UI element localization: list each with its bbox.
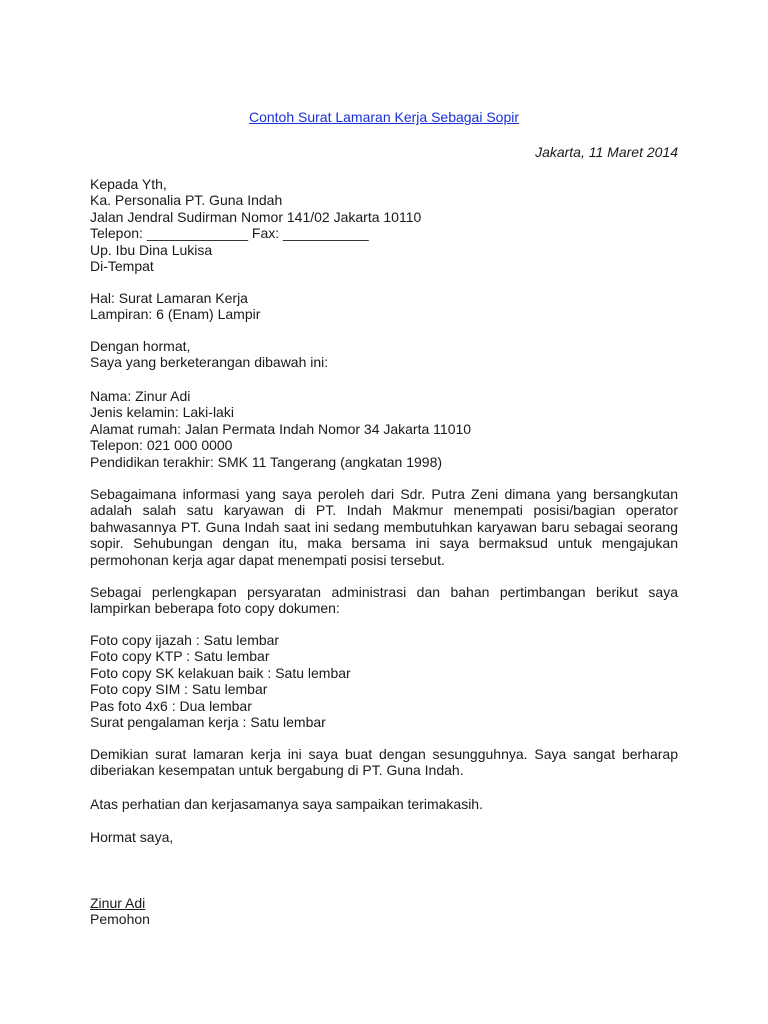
attachment-item: Surat pengalaman kerja : Satu lembar <box>90 714 326 731</box>
salutation: Dengan hormat, <box>90 338 191 354</box>
attachment-count-line: Lampiran: 6 (Enam) Lampir <box>90 306 261 323</box>
recipient-line: Up. Ibu Dina Lukisa <box>90 241 213 258</box>
subject-block <box>90 290 678 323</box>
recipient-line: Kepada Yth, <box>90 176 167 192</box>
paragraph-line: adalah salah satu karyawan di PT. Indah Makmur menempati posisi/bagian operator <box>90 502 678 519</box>
closing-line <box>90 796 678 812</box>
regards <box>90 829 678 845</box>
paragraph-conclusion <box>90 746 678 779</box>
applicant-name: Nama: Zinur Adi <box>90 388 191 404</box>
recipient-line: Ka. Personalia PT. Guna Indah <box>90 192 283 209</box>
attachment-item: Foto copy SIM : Satu lembar <box>90 681 268 698</box>
attachment-item: Pas foto 4x6 : Dua lembar <box>90 697 252 714</box>
signer-role: Pemohon <box>90 911 150 928</box>
opening-block <box>90 338 678 371</box>
letter-title-link[interactable]: Contoh Surat Lamaran Kerja Sebagai Sopir <box>248 109 520 125</box>
applicant-gender: Jenis kelamin: Laki-laki <box>90 404 234 421</box>
paragraph-line: Demikian surat lamaran kerja ini saya buat dengan sesungguhnya. Saya sangat berharap <box>90 746 678 762</box>
paragraph-line: permohonan kerja agar dapat menempati posisi tersebut. <box>90 551 445 568</box>
closing-text: Atas perhatian dan kerjasamanya saya sampaikan terimakasih. <box>90 796 483 812</box>
attachment-item: Foto copy ijazah : Satu lembar <box>90 632 280 648</box>
attachment-list <box>90 632 678 730</box>
recipient-line: Telepon: _____________ Fax: ___________ <box>90 225 369 242</box>
applicant-phone: Telepon: 021 000 0000 <box>90 437 233 454</box>
paragraph-line: sopir. Sehubungan dengan itu, maka bersama ini saya bermaksud untuk mengajukan <box>90 535 678 552</box>
paragraph-line: diberiakan kesempatan untuk bergabung di PT. Guna Indah. <box>90 762 464 779</box>
attachment-item: Foto copy SK kelakuan baik : Satu lembar <box>90 664 351 681</box>
applicant-address: Alamat rumah: Jalan Permata Indah Nomor 34 Jakarta 11010 <box>90 420 472 437</box>
intro-line: Saya yang berketerangan dibawah ini: <box>90 354 329 371</box>
applicant-details <box>90 388 678 470</box>
letter-date: Jakarta, 11 Maret 2014 <box>535 144 678 160</box>
attachment-item: Foto copy KTP : Satu lembar <box>90 648 270 665</box>
recipient-line: Jalan Jendral Sudirman Nomor 141/02 Jakarta 10110 <box>90 208 422 225</box>
paragraph-information <box>90 486 678 568</box>
paragraph-line: Sebagaimana informasi yang saya peroleh dari Sdr. Putra Zeni dimana yang bersangkutan <box>90 486 678 502</box>
paragraph-requirements <box>90 584 678 617</box>
paragraph-line: Sebagai perlengkapan persyaratan administrasi dan bahan pertimbangan berikut saya <box>90 584 678 600</box>
recipient-line: Di-Tempat <box>90 258 154 275</box>
signer-name: Zinur Adi <box>90 895 146 911</box>
paragraph-line: bahwasannya PT. Guna Indah saat ini sedang membutuhkan karyawan baru sebagai seorang <box>90 518 678 535</box>
regards-text: Hormat saya, <box>90 829 174 845</box>
applicant-education: Pendidikan terakhir: SMK 11 Tangerang (angkatan 1998) <box>90 453 443 470</box>
subject-line: Hal: Surat Lamaran Kerja <box>90 290 248 306</box>
signature-block <box>90 895 678 928</box>
paragraph-line: lampirkan beberapa foto copy dokumen: <box>90 600 340 617</box>
recipient-block <box>90 176 678 274</box>
